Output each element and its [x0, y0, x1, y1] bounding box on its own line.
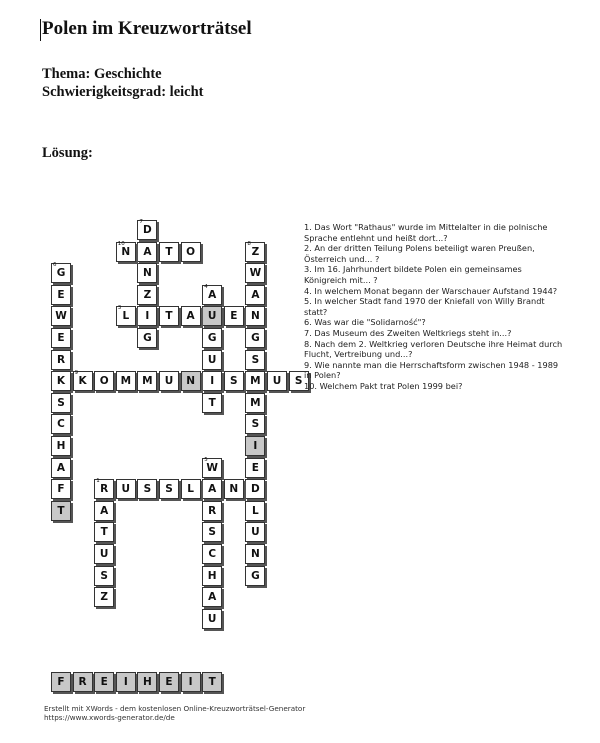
difficulty-line: Schwierigkeitsgrad: leicht: [42, 84, 204, 100]
crossword-cell: [137, 479, 157, 499]
cell-letter: N: [229, 483, 239, 496]
crossword-cell: [202, 350, 222, 370]
crossword-cell: [245, 479, 265, 499]
crossword-cell: [202, 609, 222, 629]
clue-number: 9: [74, 370, 79, 377]
cell-letter: T: [208, 396, 216, 409]
footer-credit: [44, 704, 305, 722]
cell-letter: N: [250, 548, 260, 560]
clue-item: 3. Im 16. Jahrhundert bildete Polen ein gemeinsames Königreich mit... ?: [304, 264, 522, 285]
cell-letter: T: [165, 310, 173, 323]
cell-letter: E: [251, 461, 259, 474]
crossword-cell: [94, 544, 114, 564]
cell-letter: S: [294, 375, 303, 388]
crossword-cell: [202, 479, 222, 499]
crossword-cell: [202, 566, 222, 586]
cell-letter: R: [100, 483, 109, 496]
cell-letter: S: [251, 418, 260, 431]
crossword-cell: [94, 587, 114, 607]
crossword-cell: [202, 306, 222, 326]
cell-letter: E: [57, 288, 65, 301]
cell-letter: S: [208, 526, 216, 539]
cell-letter: R: [208, 504, 217, 517]
crossword-cell: [202, 587, 222, 607]
crossword-cell: [159, 242, 179, 262]
crossword-cell: [94, 522, 114, 542]
clue-number: 3: [117, 305, 122, 312]
crossword-cell: [202, 522, 222, 542]
crossword-cell: [137, 371, 157, 391]
clue-item: 2. An der dritten Teilung Polens beteiligt waren Preußen, Österreich und... ?: [304, 243, 535, 264]
cell-letter: U: [164, 375, 174, 388]
cell-letter: S: [100, 569, 108, 582]
cell-letter: G: [207, 332, 217, 344]
cell-letter: G: [143, 332, 152, 344]
cell-letter: O: [186, 245, 196, 258]
crossword-cell: [116, 371, 136, 391]
crossword-cell: [202, 458, 222, 478]
clue-item: 1. Das Wort "Rathaus" wurde im Mittelalter in die polnische Sprache entlehnt und heißt dort...?: [304, 222, 548, 243]
cell-letter: S: [251, 353, 260, 366]
solution-cell: R: [73, 672, 93, 692]
clue-item: 7. Das Museum des Zweiten Weltkriegs steht in...?: [304, 327, 512, 338]
cell-letter: A: [56, 461, 66, 474]
crossword-cell: [202, 371, 222, 391]
cell-letter: U: [121, 483, 131, 496]
cell-letter: R: [56, 353, 66, 366]
cell-letter: W: [55, 310, 67, 323]
cell-letter: K: [56, 375, 66, 388]
crossword-cell: [202, 544, 222, 564]
clue-number: 7: [139, 219, 143, 225]
crossword-cell: [181, 306, 201, 326]
crossword-cell: [51, 328, 71, 348]
cell-letter: D: [143, 224, 152, 236]
crossword-cell: [202, 285, 222, 305]
crossword-cell: [245, 285, 265, 305]
crossword-cell: [51, 393, 71, 413]
crossword-cell: [51, 414, 71, 434]
crossword-cell: [94, 501, 114, 521]
clue-item: 10. Welchem Pakt trat Polen 1999 bei?: [304, 380, 463, 391]
cell-letter: M: [120, 375, 132, 388]
crossword-cell: [202, 393, 222, 413]
crossword-cell: [224, 371, 244, 391]
crossword-cell: [245, 522, 265, 542]
cell-letter: M: [250, 375, 261, 388]
crossword-cell: [51, 436, 71, 456]
crossword-cell: [51, 285, 71, 305]
cell-letter: G: [56, 267, 66, 280]
cell-letter: A: [208, 591, 217, 604]
crossword-cell: [245, 414, 265, 434]
crossword-cell: [137, 220, 157, 240]
cell-letter: C: [57, 418, 65, 431]
clue-item: 4. In welchem Monat begann der Warschauer Aufstand 1944?: [304, 285, 558, 296]
cell-letter: N: [250, 310, 260, 323]
cell-letter: N: [121, 245, 131, 258]
crossword-cell: [51, 371, 71, 391]
crossword-cell: [137, 306, 157, 326]
crossword-cell: [245, 436, 265, 456]
clue-list: [304, 222, 566, 392]
cell-letter: W: [206, 461, 218, 474]
cell-letter: W: [249, 267, 262, 280]
page-title: Polen im Kreuzworträtsel: [42, 18, 252, 39]
crossword-cell: [181, 242, 201, 262]
clue-item: 6. Was war die "Solidarność"?: [304, 317, 426, 328]
solution-cell: F: [51, 672, 71, 692]
cell-letter: U: [251, 526, 260, 539]
cell-letter: A: [208, 288, 217, 301]
crossword-cell: [94, 371, 114, 391]
crossword-cell: [51, 306, 71, 326]
footer-link[interactable]: https://www.xwords-generator.de/de: [44, 713, 175, 722]
solution-cell: I: [116, 672, 136, 692]
crossword-cell: [116, 306, 136, 326]
cell-letter: U: [207, 353, 217, 366]
cell-letter: N: [142, 267, 152, 280]
crossword-cell: [245, 350, 265, 370]
solution-cell: E: [94, 672, 114, 692]
cell-letter: H: [56, 440, 66, 452]
cell-letter: S: [230, 375, 238, 388]
crossword-cell: [202, 328, 222, 348]
cell-letter: Z: [251, 245, 260, 258]
cell-letter: D: [251, 483, 260, 496]
clue-item: 5. In welcher Stadt fand 1970 der Kniefall von Willy Brandt statt?: [304, 296, 545, 317]
crossword-cell: [159, 479, 179, 499]
solution-cell: I: [181, 672, 201, 692]
cell-letter: L: [122, 310, 130, 323]
cell-letter: A: [251, 288, 260, 301]
cell-letter: I: [253, 440, 258, 452]
solution-cell: T: [202, 672, 222, 692]
crossword-cell: [94, 479, 114, 499]
solution-heading: Lösung:: [42, 145, 93, 161]
crossword-cell: [245, 242, 265, 262]
crossword-cell: [245, 371, 265, 391]
crossword-cell: [202, 501, 222, 521]
clue-item: 8. Nach dem 2. Weltkrieg verloren Deutsche ihre Heimat durch Flucht, Vertreibung und...?: [304, 338, 563, 360]
crossword-cell: [137, 242, 157, 262]
clue-number: 8: [247, 240, 251, 247]
crossword-cell: [159, 306, 179, 326]
crossword-cell: [245, 566, 265, 586]
crossword-cell: [267, 371, 287, 391]
crossword-cell: [116, 479, 136, 499]
cell-letter: O: [99, 375, 109, 388]
cell-letter: A: [186, 310, 195, 323]
crossword-cell: [51, 458, 71, 478]
cell-letter: S: [57, 396, 65, 409]
cell-letter: I: [210, 375, 215, 388]
cell-letter: A: [208, 483, 217, 496]
cell-letter: U: [272, 375, 282, 388]
crossword-cell: [73, 371, 93, 391]
crossword-cell: [224, 479, 244, 499]
cell-letter: A: [143, 245, 152, 258]
clue-item: 9. Wie nannte man die Herrschaftsform zwischen 1948 - 1989 in Polen?: [304, 359, 559, 381]
crossword-cell: [137, 285, 157, 305]
crossword-cell: [245, 458, 265, 478]
clue-number: 4: [204, 283, 208, 290]
cell-letter: Z: [100, 591, 108, 604]
cell-letter: G: [251, 569, 260, 582]
cell-letter: Z: [143, 288, 152, 301]
cell-letter: G: [251, 332, 260, 344]
cell-letter: E: [230, 310, 238, 323]
solution-cell: H: [137, 672, 157, 692]
cell-letter: L: [252, 504, 259, 517]
cell-letter: U: [207, 612, 217, 625]
crossword-cell: [116, 242, 136, 262]
cell-letter: K: [78, 375, 87, 388]
clue-number: 10: [117, 240, 125, 247]
cell-letter: M: [142, 375, 153, 388]
solution-cell: E: [159, 672, 179, 692]
cell-letter: H: [207, 569, 217, 582]
crossword-cell: [51, 501, 71, 521]
cell-letter: M: [250, 396, 261, 409]
crossword-cell: [224, 306, 244, 326]
crossword-cell: [245, 263, 265, 283]
clue-number: 5: [204, 456, 208, 463]
crossword-cell: [181, 479, 201, 499]
cell-letter: F: [57, 483, 65, 496]
clue-number: 6: [53, 262, 57, 269]
crossword-cell: [159, 371, 179, 391]
cell-letter: I: [145, 310, 150, 323]
cell-letter: L: [187, 483, 194, 496]
crossword-cell: [245, 328, 265, 348]
crossword-cell: [245, 306, 265, 326]
crossword-cell: [137, 263, 157, 283]
crossword-cell: [181, 371, 201, 391]
topic-line: Thema: Geschichte: [42, 66, 162, 82]
crossword-cell: [245, 501, 265, 521]
cell-letter: T: [165, 245, 173, 258]
cell-letter: E: [57, 332, 65, 344]
cell-letter: U: [99, 548, 109, 560]
cell-letter: T: [57, 504, 65, 517]
cell-letter: N: [186, 375, 195, 388]
cell-letter: S: [143, 483, 152, 496]
crossword-cell: [245, 393, 265, 413]
crossword-cell: [94, 566, 114, 586]
cell-letter: T: [100, 526, 108, 539]
clue-number: 1: [96, 478, 100, 485]
footer-line: Erstellt mit XWords - dem kostenlosen Online-Kreuzworträtsel-Generator: [44, 704, 306, 713]
cell-letter: U: [207, 310, 217, 323]
crossword-cell: [51, 479, 71, 499]
crossword-cell: [137, 328, 157, 348]
crossword-cell: [51, 263, 71, 283]
cell-letter: S: [165, 483, 173, 496]
crossword-cell: [245, 544, 265, 564]
cell-letter: A: [100, 504, 109, 517]
crossword-cell: [51, 350, 71, 370]
cell-letter: C: [208, 548, 217, 560]
